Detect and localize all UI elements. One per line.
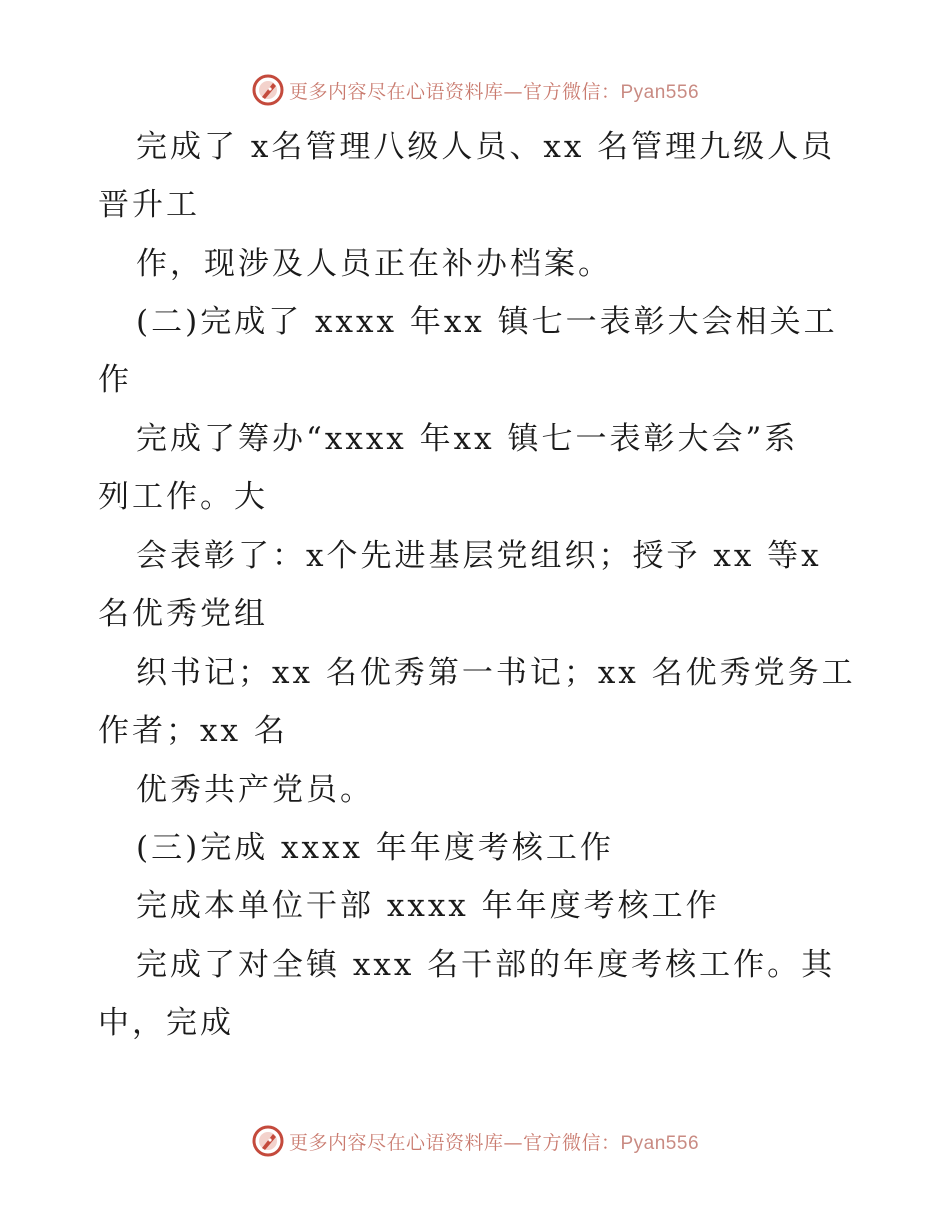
- watermark-text-latin: Pyan556: [620, 81, 700, 103]
- text-line: 完成了对全镇 xxx 名干部的年度考核工作。其: [136, 947, 836, 983]
- text-line: 作: [98, 362, 132, 398]
- watermark-text-cn: 更多内容尽在心语资料库—官方微信：: [288, 1131, 621, 1154]
- text-line: 名优秀党组: [98, 596, 268, 632]
- pen-nib-circle-icon: [251, 1124, 285, 1158]
- text-line: 完成了筹办“xxxx 年xx 镇七一表彰大会”系: [136, 421, 799, 457]
- text-line: 完成了 x名管理八级人员、xx 名管理九级人员: [136, 129, 836, 165]
- watermark-text-cn: 更多内容尽在心语资料库—官方微信：: [288, 80, 621, 103]
- watermark-text: [289, 77, 699, 104]
- text-line: 列工作。大: [98, 479, 268, 515]
- pen-nib-circle-icon: [251, 73, 285, 107]
- text-line: 会表彰了：x个先进基层党组织；授予 xx 等x: [136, 538, 822, 574]
- watermark-text: [289, 1128, 699, 1155]
- text-line: (三)完成 xxxx 年年度考核工作: [136, 830, 614, 866]
- footer-watermark: [0, 1121, 950, 1161]
- text-line: (二)完成了 xxxx 年xx 镇七一表彰大会相关工: [136, 304, 838, 340]
- text-line: 织书记；xx 名优秀第一书记；xx 名优秀党务工: [136, 655, 856, 691]
- text-line: 中，完成: [98, 1005, 234, 1041]
- text-line: 作者；xx 名: [98, 713, 288, 749]
- text-line: 晋升工: [98, 187, 200, 223]
- text-line: 作，现涉及人员正在补办档案。: [136, 246, 612, 282]
- watermark-text-latin: Pyan556: [620, 1132, 700, 1154]
- header-watermark: [0, 70, 950, 110]
- text-line: 完成本单位干部 xxxx 年年度考核工作: [136, 888, 720, 924]
- text-line: 优秀共产党员。: [136, 772, 374, 808]
